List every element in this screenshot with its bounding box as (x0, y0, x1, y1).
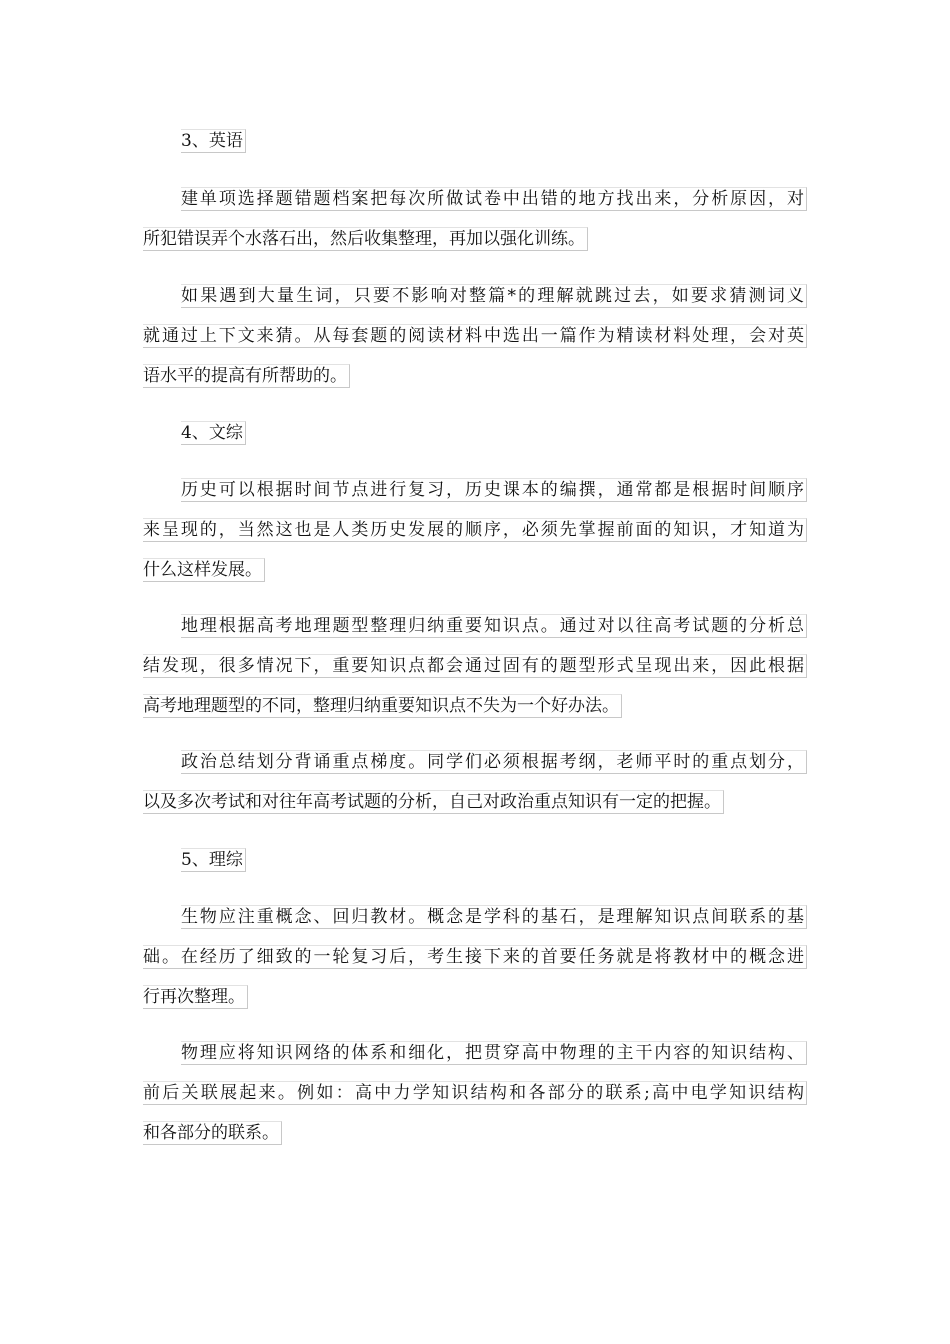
paragraph-line: 结发现，很多情况下，重要知识点都会通过固有的题型形式呈现出来，因此根据 (143, 654, 807, 678)
paragraph-line: 就通过上下文来猜。从每套题的阅读材料中选出一篇作为精读材料处理，会对英 (143, 324, 807, 348)
paragraph-line: 前后关联展起来。例如：高中力学知识结构和各部分的联系;高中电学知识结构 (143, 1081, 807, 1105)
paragraph-line: 以及多次考试和对往年高考试题的分析，自己对政治重点知识有一定的把握。 (143, 790, 724, 814)
paragraph-physics (143, 1041, 807, 1161)
paragraph-line: 和各部分的联系。 (143, 1121, 282, 1145)
paragraph-vocabulary (143, 284, 807, 404)
paragraph-biology (143, 905, 807, 1025)
paragraph-error-archive (143, 187, 807, 267)
paragraph-line: 行再次整理。 (143, 985, 248, 1009)
paragraph-line: 来呈现的，当然这也是人类历史发展的顺序，必须先掌握前面的知识，才知道为 (143, 518, 807, 542)
paragraph-line: 历史可以根据时间节点进行复习，历史课本的编撰，通常都是根据时间顺序 (181, 478, 807, 502)
paragraph-line: 物理应将知识网络的体系和细化，把贯穿高中物理的主干内容的知识结构、 (181, 1041, 807, 1065)
section-heading-liberal-arts (143, 421, 807, 461)
paragraph-line: 建单项选择题错题档案把每次所做试卷中出错的地方找出来，分析原因，对 (181, 187, 807, 211)
section-heading-english (143, 129, 807, 169)
heading-text: 4、文综 (181, 421, 246, 445)
heading-text: 3、英语 (181, 129, 246, 153)
paragraph-line: 政治总结划分背诵重点梯度。同学们必须根据考纲，老师平时的重点划分， (181, 750, 807, 774)
paragraph-line: 如果遇到大量生词，只要不影响对整篇*的理解就跳过去，如要求猜测词义 (181, 284, 807, 308)
paragraph-line: 什么这样发展。 (143, 558, 265, 582)
paragraph-line: 础。在经历了细致的一轮复习后，考生接下来的首要任务就是将教材中的概念进 (143, 945, 807, 969)
paragraph-line: 所犯错误弄个水落石出，然后收集整理，再加以强化训练。 (143, 227, 588, 251)
paragraph-politics (143, 750, 807, 830)
heading-text: 5、理综 (181, 848, 246, 872)
paragraph-history (143, 478, 807, 598)
section-heading-science (143, 848, 807, 888)
paragraph-geography (143, 614, 807, 734)
paragraph-line: 语水平的提高有所帮助的。 (143, 364, 350, 388)
paragraph-line: 地理根据高考地理题型整理归纳重要知识点。通过对以往高考试题的分析总 (181, 614, 807, 638)
paragraph-line: 生物应注重概念、回归教材。概念是学科的基石，是理解知识点间联系的基 (181, 905, 807, 929)
paragraph-line: 高考地理题型的不同，整理归纳重要知识点不失为一个好办法。 (143, 694, 622, 718)
